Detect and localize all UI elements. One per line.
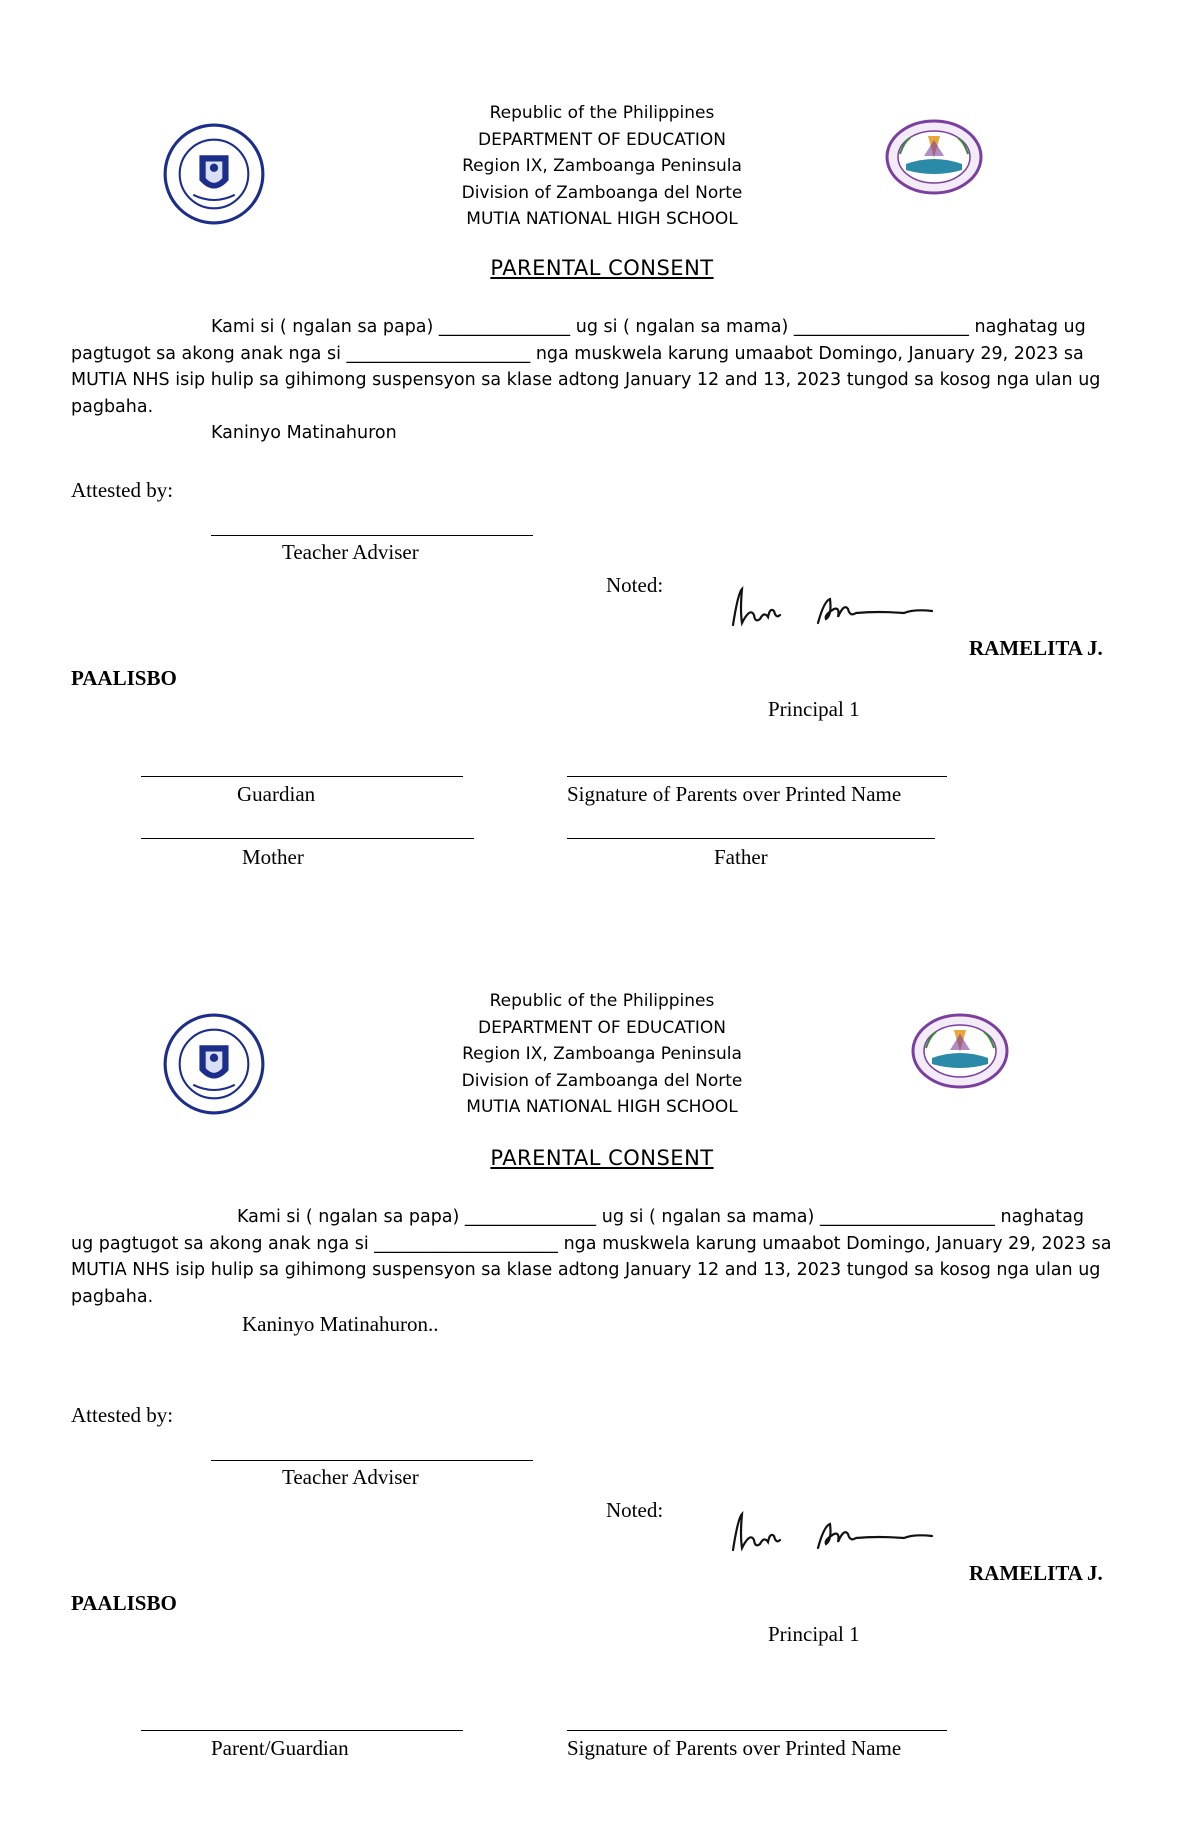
consent-body	[71, 314, 1131, 447]
letterhead	[380, 100, 824, 233]
letterhead	[380, 988, 824, 1121]
principal-last-name: PAALISBO	[71, 666, 177, 690]
consent-body	[71, 1204, 1131, 1310]
deped-seal-icon	[162, 122, 266, 226]
body-line-4: pagbaha.	[71, 1286, 154, 1307]
parents-signature-label: Signature of Parents over Printed Name	[567, 782, 902, 806]
body-line-2: ug pagtugot sa akong anak nga si _____________________ nga muskwela karung umaabot Domingo, January 29, 2023 sa	[71, 1233, 1112, 1254]
school-seal-icon	[910, 1012, 1010, 1090]
principal-first-name: RAMELITA J.	[969, 1561, 1103, 1585]
header-republic: Republic of the Philippines	[489, 103, 715, 123]
parents-signature-line	[567, 776, 947, 777]
header-region: Region IX, Zamboanga Peninsula	[462, 1044, 742, 1064]
father-label: Father	[714, 845, 768, 869]
deped-seal-icon	[162, 1012, 266, 1116]
closing: Kaninyo Matinahuron..	[242, 1312, 439, 1336]
header-division: Division of Zamboanga del Norte	[461, 182, 743, 203]
parent-guardian-signature-line	[141, 1730, 463, 1731]
noted-label: Noted:	[606, 1498, 664, 1522]
parents-signature-line	[567, 1730, 947, 1731]
body-line-4: pagbaha.	[71, 396, 154, 417]
mother-label: Mother	[242, 845, 304, 869]
principal-last-name: PAALISBO	[71, 1591, 177, 1615]
form-title: PARENTAL CONSENT	[490, 256, 714, 280]
header-republic: Republic of the Philippines	[489, 991, 715, 1011]
closing: Kaninyo Matinahuron	[211, 423, 397, 443]
father-signature-line	[567, 838, 935, 839]
header-department: DEPARTMENT OF EDUCATION	[477, 129, 726, 150]
guardian-label: Guardian	[237, 782, 316, 806]
parent-guardian-label: Parent/Guardian	[211, 1736, 349, 1760]
body-line-3: MUTIA NHS isip hulip sa gihimong suspensyon sa klase adtong January 12 and 13, 2023 tungod sa kosog nga ulan ug	[71, 370, 1101, 390]
body-line-1: Kami si ( ngalan sa papa) _______________ ug si ( ngalan sa mama) ____________________ naghatag	[237, 1207, 1084, 1227]
principal-title: Principal 1	[768, 697, 860, 721]
principal-title: Principal 1	[768, 1622, 860, 1646]
school-seal-icon	[884, 118, 984, 196]
header-school: MUTIA NATIONAL HIGH SCHOOL	[466, 1097, 738, 1117]
header-school: MUTIA NATIONAL HIGH SCHOOL	[466, 209, 738, 229]
body-line-1: Kami si ( ngalan sa papa) _______________ ug si ( ngalan sa mama) ____________________ naghatag ug	[211, 317, 1086, 337]
header-region: Region IX, Zamboanga Peninsula	[462, 156, 742, 176]
teacher-signature-line	[211, 535, 533, 536]
teacher-adviser-label: Teacher Adviser	[282, 540, 419, 564]
body-line-3: MUTIA NHS isip hulip sa gihimong suspensyon sa klase adtong January 12 and 13, 2023 tungod sa kosog nga ulan ug	[71, 1260, 1101, 1280]
principal-signature-icon	[728, 1510, 938, 1560]
noted-label: Noted:	[606, 573, 664, 597]
mother-signature-line	[141, 838, 474, 839]
principal-signature-icon	[728, 585, 938, 635]
attested-by-label: Attested by:	[71, 1403, 174, 1427]
teacher-adviser-label: Teacher Adviser	[282, 1465, 419, 1489]
header-division: Division of Zamboanga del Norte	[461, 1070, 743, 1091]
guardian-signature-line	[141, 776, 463, 777]
form-title: PARENTAL CONSENT	[490, 1146, 714, 1170]
attested-by-label: Attested by:	[71, 478, 174, 502]
teacher-signature-line	[211, 1460, 533, 1461]
principal-first-name: RAMELITA J.	[969, 636, 1103, 660]
header-department: DEPARTMENT OF EDUCATION	[477, 1017, 726, 1038]
parents-signature-label: Signature of Parents over Printed Name	[567, 1736, 902, 1760]
body-line-2: pagtugot sa akong anak nga si _____________________ nga muskwela karung umaabot Domingo, January 29, 2023 sa	[71, 343, 1084, 364]
